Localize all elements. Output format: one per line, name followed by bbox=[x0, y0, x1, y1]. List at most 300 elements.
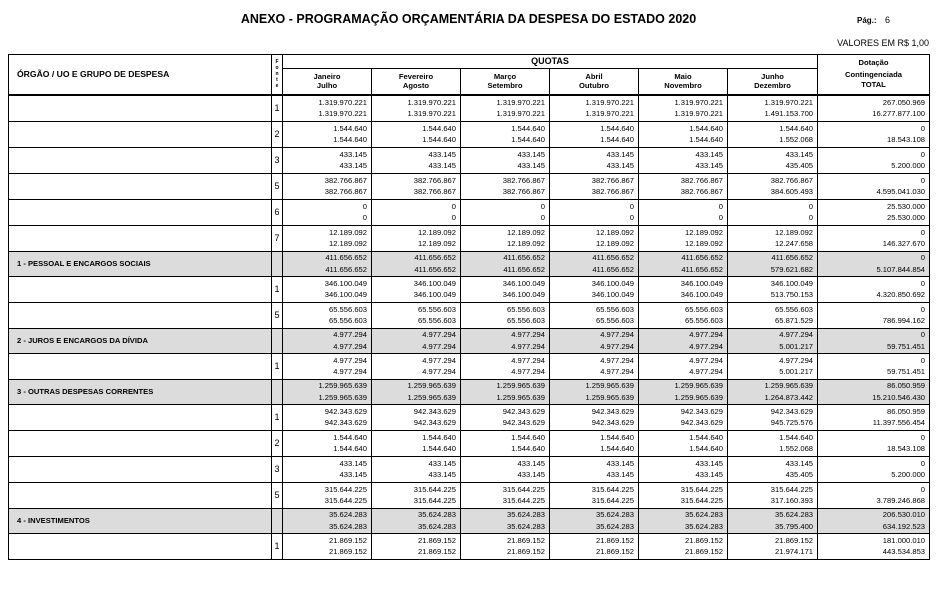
cell-quota bbox=[550, 430, 639, 456]
cell-value-upper: 315.644.225 bbox=[413, 484, 456, 494]
group-row bbox=[9, 328, 930, 353]
cell-value-lower: 433.145 bbox=[517, 470, 545, 479]
cell-quota bbox=[550, 353, 639, 379]
cell-quota bbox=[283, 482, 372, 508]
cell-value-lower: 1.319.970.221 bbox=[407, 109, 456, 118]
cell-value-lower: 786.994.162 bbox=[882, 316, 926, 325]
cell-value-upper: 0 bbox=[920, 355, 926, 365]
cell-value-upper: 65.556.603 bbox=[775, 304, 814, 314]
cell-dotacao-total bbox=[818, 276, 930, 302]
cell-value-upper: 411.656.652 bbox=[414, 253, 456, 262]
cell-value-lower: 1.544.640 bbox=[333, 135, 367, 144]
cell-value-lower: 12.189.092 bbox=[328, 239, 367, 248]
cell-value-lower: 1.544.640 bbox=[422, 135, 456, 144]
cell-value-lower: 4.977.294 bbox=[689, 367, 723, 376]
cell-value-lower: 4.977.294 bbox=[333, 367, 367, 376]
cell-quota bbox=[639, 225, 728, 251]
row-fonte: 3 bbox=[272, 456, 283, 482]
cell-value-upper: 433.145 bbox=[428, 149, 456, 159]
cell-value-lower: 1.259.965.639 bbox=[496, 392, 545, 402]
cell-value-upper: 1.259.965.639 bbox=[764, 381, 814, 390]
fonte-row bbox=[9, 404, 930, 430]
cell-value-lower: 35.624.283 bbox=[684, 521, 723, 531]
cell-value-upper: 35.624.283 bbox=[684, 510, 723, 519]
cell-value-upper: 65.556.603 bbox=[595, 304, 634, 314]
cell-quota bbox=[639, 533, 728, 559]
cell-quota bbox=[728, 508, 818, 533]
cell-quota bbox=[461, 251, 550, 276]
cell-value-upper: 315.644.225 bbox=[591, 484, 634, 494]
cell-value-lower: 346.100.049 bbox=[413, 290, 456, 299]
cell-value-lower: 315.644.225 bbox=[591, 496, 634, 505]
cell-value-lower: 1.319.970.221 bbox=[585, 109, 634, 118]
cell-dotacao-total bbox=[818, 199, 930, 225]
cell-value-lower: 513.750.153 bbox=[770, 290, 814, 299]
cell-value-upper: 382.766.867 bbox=[413, 175, 456, 185]
cell-quota bbox=[728, 328, 818, 353]
cell-value-upper: 942.343.629 bbox=[324, 406, 367, 416]
cell-quota bbox=[728, 404, 818, 430]
cell-value-upper: 35.624.283 bbox=[506, 510, 545, 519]
cell-quota bbox=[461, 456, 550, 482]
cell-value-upper: 0 bbox=[920, 432, 926, 442]
cell-value-lower: 1.319.970.221 bbox=[496, 109, 545, 118]
cell-value-upper: 1.544.640 bbox=[422, 432, 456, 442]
cell-value-lower: 5.001.217 bbox=[779, 341, 814, 351]
cell-quota bbox=[550, 95, 639, 122]
cell-dotacao-total bbox=[818, 508, 930, 533]
cell-quota bbox=[372, 95, 461, 122]
cell-quota bbox=[283, 353, 372, 379]
cell-quota bbox=[550, 482, 639, 508]
cell-value-lower: 1.319.970.221 bbox=[674, 109, 723, 118]
cell-value-lower: 12.189.092 bbox=[417, 239, 456, 248]
cell-value-lower: 579.621.682 bbox=[770, 264, 814, 274]
cell-value-upper: 1.544.640 bbox=[333, 123, 367, 133]
cell-value-upper: 4.977.294 bbox=[422, 330, 456, 339]
cell-dotacao-total bbox=[818, 225, 930, 251]
cell-quota bbox=[372, 276, 461, 302]
row-fonte: 1 bbox=[272, 533, 283, 559]
cell-value-upper: 942.343.629 bbox=[502, 406, 545, 416]
cell-value-upper: 35.624.283 bbox=[775, 510, 814, 519]
cell-value-lower: 21.869.152 bbox=[417, 547, 456, 556]
cell-value-lower: 0 bbox=[808, 213, 814, 222]
row-label: 1 - PESSOAL E ENCARGOS SOCIAIS bbox=[9, 251, 272, 276]
cell-quota bbox=[728, 379, 818, 404]
cell-quota bbox=[550, 121, 639, 147]
row-fonte: 1 bbox=[272, 276, 283, 302]
cell-value-lower: 433.145 bbox=[606, 470, 634, 479]
fonte-row bbox=[9, 147, 930, 173]
cell-quota bbox=[728, 430, 818, 456]
cell-value-upper: 0 bbox=[920, 458, 926, 468]
cell-value-lower: 4.977.294 bbox=[600, 341, 634, 351]
cell-value-lower: 5.107.844.854 bbox=[876, 264, 926, 274]
cell-quota bbox=[550, 251, 639, 276]
column-header-month-1 bbox=[283, 68, 372, 95]
cell-value-upper: 1.319.970.221 bbox=[407, 97, 456, 107]
cell-quota bbox=[372, 199, 461, 225]
cell-value-upper: 433.145 bbox=[606, 149, 634, 159]
cell-quota bbox=[461, 276, 550, 302]
cell-value-upper: 12.189.092 bbox=[595, 227, 634, 237]
cell-quota bbox=[372, 508, 461, 533]
cell-value-lower: 945.725.576 bbox=[770, 418, 814, 427]
cell-quota bbox=[461, 225, 550, 251]
column-header-dotacao bbox=[818, 55, 930, 69]
cell-value-upper: 433.145 bbox=[785, 149, 814, 159]
cell-dotacao-total bbox=[818, 404, 930, 430]
column-header-month-3 bbox=[461, 68, 550, 95]
group-row bbox=[9, 251, 930, 276]
cell-value-upper: 21.869.152 bbox=[417, 535, 456, 545]
cell-value-lower: 1.552.068 bbox=[779, 135, 814, 144]
cell-value-lower: 382.766.867 bbox=[324, 187, 367, 196]
column-header-month-5 bbox=[639, 68, 728, 95]
cell-quota bbox=[283, 533, 372, 559]
cell-value-upper: 433.145 bbox=[517, 149, 545, 159]
cell-value-upper: 4.977.294 bbox=[333, 355, 367, 365]
cell-value-lower: 433.145 bbox=[695, 470, 723, 479]
row-label: 2 - JUROS E ENCARGOS DA DÍVIDA bbox=[9, 328, 272, 353]
cell-value-lower: 35.624.283 bbox=[417, 521, 456, 531]
cell-quota bbox=[639, 302, 728, 328]
cell-value-upper: 0 bbox=[540, 201, 545, 211]
cell-quota bbox=[639, 328, 728, 353]
cell-dotacao-total bbox=[818, 379, 930, 404]
cell-value-upper: 1.544.640 bbox=[689, 432, 723, 442]
cell-value-upper: 1.259.965.639 bbox=[407, 381, 456, 390]
cell-value-upper: 267.050.969 bbox=[882, 97, 926, 107]
row-label: 4 - INVESTIMENTOS bbox=[9, 508, 272, 533]
cell-value-upper: 433.145 bbox=[695, 458, 723, 468]
fonte-row bbox=[9, 276, 930, 302]
cell-value-upper: 433.145 bbox=[339, 458, 367, 468]
cell-value-lower: 35.624.283 bbox=[506, 521, 545, 531]
cell-value-upper: 65.556.603 bbox=[506, 304, 545, 314]
cell-value-upper: 1.544.640 bbox=[779, 432, 814, 442]
cell-value-lower: 346.100.049 bbox=[591, 290, 634, 299]
row-label bbox=[9, 404, 272, 430]
cell-value-lower: 443.534.853 bbox=[882, 547, 926, 556]
cell-quota bbox=[550, 173, 639, 199]
cell-quota bbox=[283, 456, 372, 482]
row-fonte: 1 bbox=[272, 404, 283, 430]
row-label bbox=[9, 533, 272, 559]
row-label bbox=[9, 121, 272, 147]
cell-quota bbox=[372, 430, 461, 456]
cell-dotacao-total bbox=[818, 173, 930, 199]
cell-value-upper: 4.977.294 bbox=[600, 355, 634, 365]
cell-value-lower: 21.869.152 bbox=[684, 547, 723, 556]
cell-quota bbox=[639, 147, 728, 173]
cell-value-upper: 4.977.294 bbox=[689, 330, 723, 339]
cell-value-upper: 1.544.640 bbox=[600, 123, 634, 133]
cell-value-upper: 25.530.000 bbox=[887, 201, 926, 211]
cell-value-lower: 3.789.246.868 bbox=[876, 496, 926, 505]
row-label bbox=[9, 456, 272, 482]
cell-dotacao-total bbox=[818, 533, 930, 559]
cell-value-upper: 0 bbox=[920, 304, 926, 314]
cell-value-lower: 384.605.493 bbox=[770, 187, 814, 196]
cell-value-upper: 942.343.629 bbox=[680, 406, 723, 416]
cell-quota bbox=[639, 379, 728, 404]
column-header-month-2 bbox=[372, 68, 461, 95]
cell-value-upper: 411.656.652 bbox=[681, 253, 723, 262]
cell-value-upper: 12.189.092 bbox=[417, 227, 456, 237]
cell-quota bbox=[461, 302, 550, 328]
cell-value-upper: 35.624.283 bbox=[417, 510, 456, 519]
cell-value-upper: 1.544.640 bbox=[689, 123, 723, 133]
cell-value-upper: 35.624.283 bbox=[595, 510, 634, 519]
cell-value-upper: 346.100.049 bbox=[770, 278, 814, 288]
cell-value-lower: 35.624.283 bbox=[328, 521, 367, 531]
cell-value-upper: 12.189.092 bbox=[328, 227, 367, 237]
row-label bbox=[9, 276, 272, 302]
cell-value-lower: 25.530.000 bbox=[887, 213, 926, 222]
cell-value-lower: 1.264.873.442 bbox=[764, 392, 814, 402]
cell-quota bbox=[728, 251, 818, 276]
cell-value-lower: 0 bbox=[718, 213, 723, 222]
cell-value-lower: 411.656.652 bbox=[414, 264, 456, 274]
cell-value-upper: 433.145 bbox=[339, 149, 367, 159]
cell-value-upper: 0 bbox=[451, 201, 456, 211]
fonte-row bbox=[9, 430, 930, 456]
cell-value-upper: 65.556.603 bbox=[328, 304, 367, 314]
cell-value-lower: 5.200.000 bbox=[891, 470, 926, 479]
cell-value-upper: 4.977.294 bbox=[600, 330, 634, 339]
cell-value-lower: 411.656.652 bbox=[592, 264, 634, 274]
cell-value-lower: 65.556.603 bbox=[684, 316, 723, 325]
cell-value-upper: 433.145 bbox=[517, 458, 545, 468]
cell-dotacao-total bbox=[818, 482, 930, 508]
month-second-half: Agosto bbox=[402, 81, 430, 90]
cell-quota bbox=[372, 251, 461, 276]
cell-value-upper: 942.343.629 bbox=[591, 406, 634, 416]
column-header-contingenciada bbox=[818, 68, 930, 95]
cell-value-upper: 1.544.640 bbox=[422, 123, 456, 133]
cell-value-upper: 4.977.294 bbox=[689, 355, 723, 365]
cell-value-upper: 0 bbox=[920, 484, 926, 494]
cell-value-upper: 382.766.867 bbox=[770, 175, 814, 185]
cell-quota bbox=[461, 508, 550, 533]
row-fonte: 5 bbox=[272, 302, 283, 328]
cell-value-upper: 65.556.603 bbox=[684, 304, 723, 314]
row-fonte: 7 bbox=[272, 225, 283, 251]
cell-value-lower: 4.977.294 bbox=[422, 367, 456, 376]
cell-value-upper: 0 bbox=[808, 201, 814, 211]
month-first-half: Abril bbox=[585, 71, 603, 81]
cell-value-lower: 35.624.283 bbox=[595, 521, 634, 531]
cell-value-lower: 4.595.041.030 bbox=[876, 187, 926, 196]
row-fonte: 1 bbox=[272, 353, 283, 379]
cell-value-upper: 0 bbox=[920, 278, 926, 288]
cell-value-upper: 1.259.965.639 bbox=[496, 381, 545, 390]
cell-quota bbox=[639, 251, 728, 276]
cell-quota bbox=[639, 199, 728, 225]
cell-value-lower: 1.319.970.221 bbox=[318, 109, 367, 118]
cell-quota bbox=[550, 302, 639, 328]
cell-value-upper: 12.189.092 bbox=[684, 227, 723, 237]
cell-value-upper: 4.977.294 bbox=[779, 355, 814, 365]
cell-quota bbox=[639, 353, 728, 379]
cell-quota bbox=[728, 353, 818, 379]
cell-value-upper: 0 bbox=[920, 330, 926, 339]
cell-quota bbox=[461, 173, 550, 199]
cell-quota bbox=[639, 121, 728, 147]
row-fonte bbox=[272, 379, 283, 404]
row-label bbox=[9, 95, 272, 122]
cell-quota bbox=[283, 173, 372, 199]
row-label bbox=[9, 199, 272, 225]
cell-value-lower: 411.656.652 bbox=[325, 264, 367, 274]
cell-value-lower: 4.977.294 bbox=[422, 341, 456, 351]
cell-quota bbox=[550, 456, 639, 482]
month-first-half: Março bbox=[493, 71, 517, 81]
cell-value-upper: 21.869.152 bbox=[328, 535, 367, 545]
cell-quota bbox=[728, 302, 818, 328]
cell-value-lower: 65.556.603 bbox=[506, 316, 545, 325]
cell-quota bbox=[728, 225, 818, 251]
row-fonte bbox=[272, 508, 283, 533]
cell-value-lower: 59.751.451 bbox=[887, 341, 926, 351]
month-first-half: Maio bbox=[674, 71, 692, 81]
cell-value-upper: 346.100.049 bbox=[413, 278, 456, 288]
cell-quota bbox=[461, 121, 550, 147]
cell-value-upper: 0 bbox=[362, 201, 367, 211]
fonte-row bbox=[9, 456, 930, 482]
cell-value-upper: 315.644.225 bbox=[502, 484, 545, 494]
cell-value-upper: 4.977.294 bbox=[511, 355, 545, 365]
row-fonte: 1 bbox=[272, 95, 283, 122]
cell-value-upper: 315.644.225 bbox=[324, 484, 367, 494]
cell-quota bbox=[283, 379, 372, 404]
cell-quota bbox=[728, 276, 818, 302]
cell-dotacao-total bbox=[818, 456, 930, 482]
cell-quota bbox=[550, 199, 639, 225]
cell-quota bbox=[283, 508, 372, 533]
cell-value-upper: 0 bbox=[920, 149, 926, 159]
cell-value-lower: 146.327.670 bbox=[882, 239, 926, 248]
cell-value-upper: 4.977.294 bbox=[422, 355, 456, 365]
cell-value-lower: 433.145 bbox=[695, 161, 723, 170]
cell-value-lower: 433.145 bbox=[428, 470, 456, 479]
cell-value-upper: 0 bbox=[920, 253, 926, 262]
cell-dotacao-total bbox=[818, 95, 930, 122]
cell-value-upper: 21.869.152 bbox=[506, 535, 545, 545]
cell-quota bbox=[728, 95, 818, 122]
cell-value-lower: 435.405 bbox=[785, 161, 814, 170]
row-label bbox=[9, 225, 272, 251]
cell-quota bbox=[728, 456, 818, 482]
cell-value-upper: 346.100.049 bbox=[591, 278, 634, 288]
cell-value-lower: 382.766.867 bbox=[591, 187, 634, 196]
cell-value-lower: 4.320.850.692 bbox=[876, 290, 926, 299]
cell-value-lower: 435.405 bbox=[785, 470, 814, 479]
cell-quota bbox=[728, 147, 818, 173]
cell-value-lower: 21.869.152 bbox=[595, 547, 634, 556]
cell-value-lower: 1.544.640 bbox=[511, 444, 545, 453]
cell-value-upper: 0 bbox=[920, 227, 926, 237]
cell-quota bbox=[728, 482, 818, 508]
cell-value-lower: 942.343.629 bbox=[413, 418, 456, 427]
cell-value-lower: 4.977.294 bbox=[600, 367, 634, 376]
cell-quota bbox=[550, 225, 639, 251]
budget-table bbox=[8, 54, 930, 560]
cell-value-upper: 346.100.049 bbox=[680, 278, 723, 288]
month-second-half: Novembro bbox=[664, 81, 702, 90]
cell-dotacao-total bbox=[818, 328, 930, 353]
cell-value-lower: 21.974.171 bbox=[775, 547, 814, 556]
cell-quota bbox=[461, 404, 550, 430]
cell-value-lower: 346.100.049 bbox=[502, 290, 545, 299]
cell-quota bbox=[639, 456, 728, 482]
cell-value-lower: 942.343.629 bbox=[324, 418, 367, 427]
cell-value-upper: 1.259.965.639 bbox=[674, 381, 723, 390]
cell-value-lower: 0 bbox=[540, 213, 545, 222]
cell-value-upper: 942.343.629 bbox=[413, 406, 456, 416]
cell-value-lower: 11.397.556.454 bbox=[872, 418, 926, 427]
cell-value-upper: 1.544.640 bbox=[779, 123, 814, 133]
fonte-row bbox=[9, 302, 930, 328]
cell-value-upper: 86.050.959 bbox=[887, 406, 926, 416]
cell-value-lower: 382.766.867 bbox=[413, 187, 456, 196]
cell-value-lower: 21.869.152 bbox=[328, 547, 367, 556]
cell-value-lower: 1.544.640 bbox=[333, 444, 367, 453]
cell-value-upper: 433.145 bbox=[785, 458, 814, 468]
cell-value-upper: 206.530.010 bbox=[882, 510, 926, 519]
cell-quota bbox=[639, 508, 728, 533]
cell-quota bbox=[372, 225, 461, 251]
cell-quota bbox=[283, 251, 372, 276]
cell-value-lower: 1.544.640 bbox=[600, 135, 634, 144]
cell-quota bbox=[372, 404, 461, 430]
cell-value-upper: 0 bbox=[629, 201, 634, 211]
cell-value-upper: 4.977.294 bbox=[779, 330, 814, 339]
cell-value-lower: 0 bbox=[451, 213, 456, 222]
cell-value-lower: 65.556.603 bbox=[417, 316, 456, 325]
cell-value-lower: 4.977.294 bbox=[511, 341, 545, 351]
cell-quota bbox=[728, 173, 818, 199]
cell-value-lower: 317.160.393 bbox=[770, 496, 814, 505]
cell-value-lower: 5.200.000 bbox=[891, 161, 926, 170]
cell-quota bbox=[372, 173, 461, 199]
cell-value-lower: 65.556.603 bbox=[595, 316, 634, 325]
cell-quota bbox=[550, 276, 639, 302]
cell-value-upper: 315.644.225 bbox=[770, 484, 814, 494]
cell-quota bbox=[372, 456, 461, 482]
month-first-half: Fevereiro bbox=[398, 71, 434, 81]
cell-value-lower: 411.656.652 bbox=[503, 264, 545, 274]
cell-value-lower: 4.977.294 bbox=[511, 367, 545, 376]
cell-value-lower: 15.210.546.430 bbox=[872, 392, 926, 402]
column-header-orgao: ÓRGÃO / UO E GRUPO DE DESPESA bbox=[9, 55, 272, 95]
fonte-row bbox=[9, 199, 930, 225]
cell-value-upper: 1.544.640 bbox=[511, 123, 545, 133]
cell-value-upper: 21.869.152 bbox=[684, 535, 723, 545]
cell-value-lower: 1.552.068 bbox=[779, 444, 814, 453]
cell-value-lower: 942.343.629 bbox=[591, 418, 634, 427]
cell-quota bbox=[283, 121, 372, 147]
cell-value-upper: 346.100.049 bbox=[324, 278, 367, 288]
cell-value-lower: 18.543.108 bbox=[887, 444, 926, 453]
cell-value-lower: 315.644.225 bbox=[680, 496, 723, 505]
cell-value-lower: 942.343.629 bbox=[502, 418, 545, 427]
cell-quota bbox=[550, 533, 639, 559]
cell-quota bbox=[639, 404, 728, 430]
cell-quota bbox=[639, 276, 728, 302]
